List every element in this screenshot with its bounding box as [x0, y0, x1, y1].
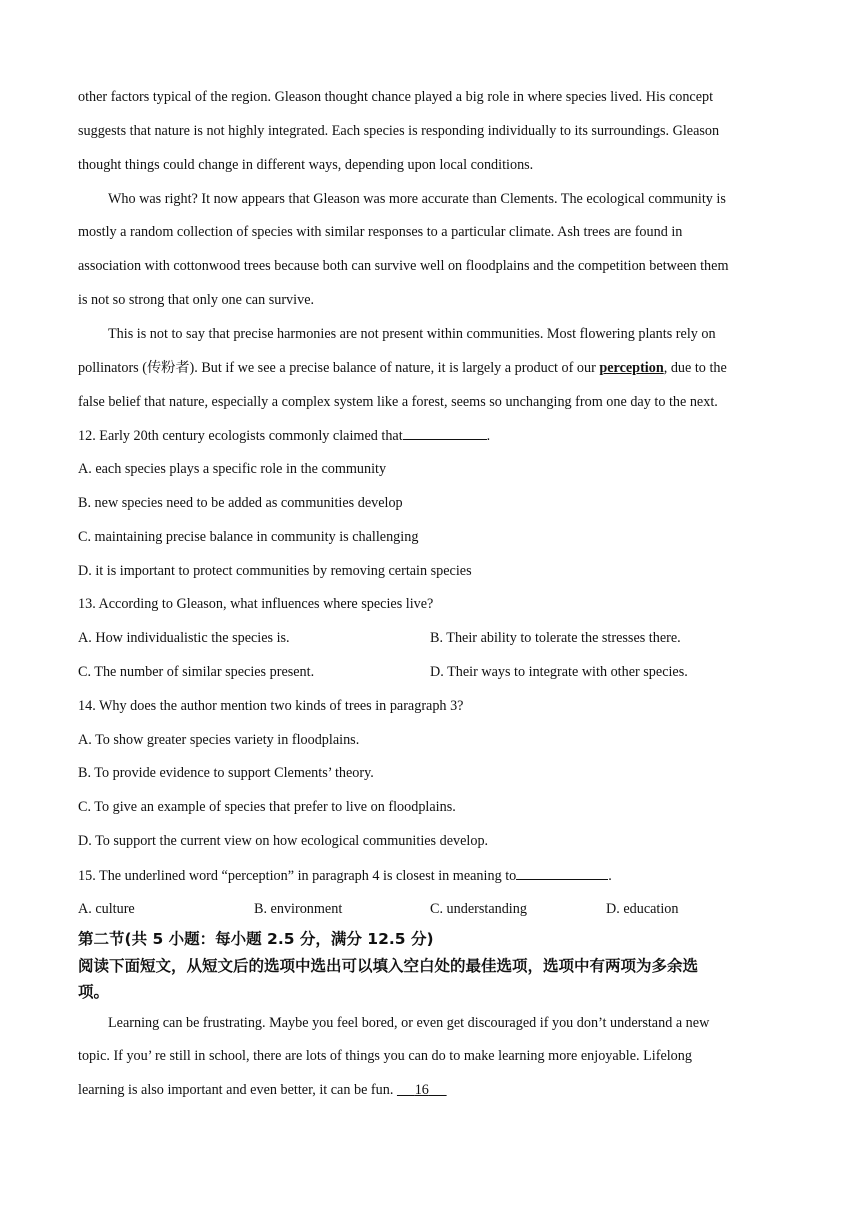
- answer-blank: [403, 425, 487, 440]
- passage-line: false belief that nature, especially a complex system like a forest, seems so unchanging from one day to the next.: [78, 394, 718, 410]
- passage-line: thought things could change in different ways, depending upon local conditions.: [78, 157, 534, 173]
- answer-blank: [516, 865, 608, 880]
- question-12-stem: [78, 425, 490, 446]
- option-c: C. The number of similar species present.: [78, 664, 315, 680]
- blank-number: 16: [414, 1082, 429, 1098]
- passage-line: [78, 1080, 447, 1100]
- option-a: A. each species plays a specific role in the community: [78, 461, 387, 477]
- passage-line: is not so strong that only one can survive.: [78, 292, 315, 308]
- section-instruction: 阅读下面短文，从短文后的选项中选出可以填入空白处的最佳选项，选项中有两项为多余选: [78, 957, 699, 975]
- question-end: .: [608, 868, 612, 884]
- passage-line: [78, 358, 727, 378]
- question-13-stem: 13. According to Gleason, what influences where species live?: [78, 596, 434, 612]
- passage-line: This is not to say that precise harmonies are not present within communities. Most flowering plants rely on: [108, 326, 716, 342]
- option-d: D. education: [606, 901, 679, 917]
- passage-text: pollinators (传粉者). But if we see a precise balance of nature, it is largely a product of our: [78, 360, 600, 376]
- passage-line: Learning can be frustrating. Maybe you feel bored, or even get discouraged if you don’t understand a new: [108, 1015, 710, 1031]
- passage-text: learning is also important and even better, it can be fun.: [78, 1082, 397, 1098]
- question-text: 15. The underlined word “perception” in paragraph 4 is closest in meaning to: [78, 868, 517, 884]
- underlined-word: perception: [599, 360, 664, 376]
- question-15-stem: [78, 865, 612, 886]
- option-d: D. Their ways to integrate with other species.: [430, 664, 688, 680]
- option-b: B. To provide evidence to support Clements’ theory.: [78, 765, 374, 781]
- passage-line: Who was right? It now appears that Gleason was more accurate than Clements. The ecological community is: [108, 191, 726, 207]
- section-instruction: 项。: [78, 983, 110, 1001]
- passage-text: , due to the: [663, 360, 727, 376]
- passage-line: other factors typical of the region. Gleason thought chance played a big role in where species lived. His concept: [78, 89, 714, 105]
- option-a: A. culture: [78, 901, 135, 917]
- passage-line: association with cottonwood trees because both can survive well on floodplains and the competition between them: [78, 258, 729, 274]
- option-b: B. Their ability to tolerate the stresses there.: [430, 630, 681, 646]
- passage-line: suggests that nature is not highly integrated. Each species is responding individually to its surroundings. Gleason: [78, 123, 720, 139]
- passage-line: mostly a random collection of species with similar responses to a particular climate. Ash trees are found in: [78, 224, 683, 240]
- passage-line: topic. If you’ re still in school, there are lots of things you can do to make learning more enjoyable. Lifelong: [78, 1048, 692, 1064]
- option-d: D. To support the current view on how ecological communities develop.: [78, 833, 489, 849]
- option-c: C. maintaining precise balance in community is challenging: [78, 529, 419, 545]
- option-c: C. understanding: [430, 901, 527, 917]
- option-c: C. To give an example of species that prefer to live on floodplains.: [78, 799, 456, 815]
- option-b: B. new species need to be added as communities develop: [78, 495, 403, 511]
- option-b: B. environment: [254, 901, 343, 917]
- option-d: D. it is important to protect communities by removing certain species: [78, 563, 472, 579]
- answer-blank: [397, 1082, 447, 1098]
- question-text: 12. Early 20th century ecologists commonly claimed that: [78, 428, 403, 444]
- option-a: A. To show greater species variety in floodplains.: [78, 732, 360, 748]
- question-14-stem: 14. Why does the author mention two kinds of trees in paragraph 3?: [78, 698, 464, 714]
- section-heading: 第二节(共 5 小题：每小题 2.5 分，满分 12.5 分): [78, 930, 434, 948]
- question-end: .: [486, 428, 491, 444]
- option-a: A. How individualistic the species is.: [78, 630, 290, 646]
